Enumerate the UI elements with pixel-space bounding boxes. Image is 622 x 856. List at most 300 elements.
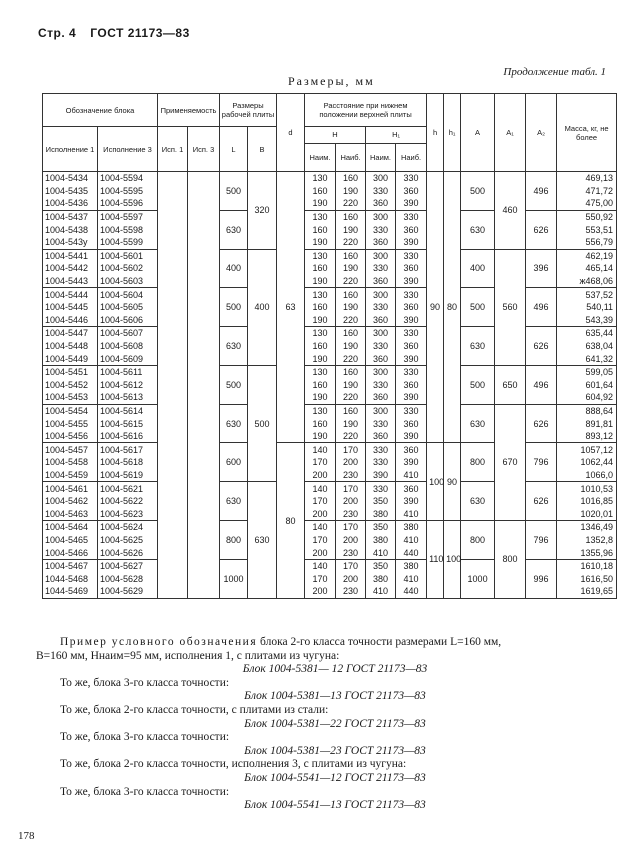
H-max-cell: 190	[336, 262, 366, 275]
exec3-cell: 1004-5595	[98, 185, 158, 198]
mass-cell: 1352,8	[557, 534, 617, 547]
A1-header: A₁	[495, 94, 526, 172]
H1-min-cell: 330	[366, 185, 396, 198]
A-cell: 630	[461, 482, 495, 521]
table-row	[43, 559, 617, 572]
table-row	[43, 521, 617, 534]
H-min-cell: 130	[305, 249, 336, 262]
exec1-cell: 1004-5454	[43, 404, 98, 417]
exec3-cell: 1004-5626	[98, 546, 158, 559]
exec3-cell: 1004-5615	[98, 417, 158, 430]
exec3-cell: 1004-5611	[98, 365, 158, 378]
exec3-cell: 1004-5613	[98, 391, 158, 404]
mass-cell: 543,39	[557, 314, 617, 327]
exec1-cell: 1004-5461	[43, 482, 98, 495]
H1-min-cell: 350	[366, 495, 396, 508]
exec1-cell: 1004-5434	[43, 172, 98, 185]
h-header: h	[427, 94, 444, 172]
H-max-cell: 230	[336, 507, 366, 520]
mass-cell: 475,00	[557, 197, 617, 210]
h1-cell: 100	[444, 521, 461, 599]
H-min-cell: 190	[305, 391, 336, 404]
H1-max-cell: 440	[396, 546, 427, 559]
mass-cell: 537,52	[557, 288, 617, 301]
H1-max-cell: 410	[396, 534, 427, 547]
d-header: d	[277, 94, 305, 172]
exec1-cell: 1044-5468	[43, 572, 98, 585]
H1-max-cell: 330	[396, 210, 427, 223]
L-cell: 630	[220, 210, 248, 249]
app3-cell	[188, 443, 220, 456]
H-min-cell: 130	[305, 210, 336, 223]
A2-cell: 626	[526, 482, 557, 521]
H-max-cell: 160	[336, 365, 366, 378]
app1-cell	[158, 365, 188, 378]
page-label: Стр. 4	[38, 26, 77, 40]
exec3-cell: 1004-5604	[98, 288, 158, 301]
app3-cell	[188, 572, 220, 585]
L-cell: 800	[220, 521, 248, 560]
example-line1: блока 2-го класса точности размерами L=160 мм,	[260, 636, 502, 648]
exec3-cell: 1004-5616	[98, 430, 158, 443]
mass-cell: 540,11	[557, 301, 617, 314]
H-min-cell: 160	[305, 185, 336, 198]
table-caption: Размеры, мм	[288, 74, 375, 88]
A-cell: 800	[461, 521, 495, 560]
L-cell: 630	[220, 482, 248, 521]
mass-cell: 462,19	[557, 249, 617, 262]
app1-cell	[158, 469, 188, 482]
H1-max-cell: 390	[396, 352, 427, 365]
H-max-cell: 190	[336, 301, 366, 314]
H1-min-cell: 380	[366, 507, 396, 520]
exec3-cell: 1004-5629	[98, 585, 158, 598]
A2-cell: 626	[526, 327, 557, 366]
app3-cell	[188, 236, 220, 249]
H1-max-cell: 440	[396, 585, 427, 598]
app1-cell	[158, 340, 188, 353]
A2-header: A₂	[526, 94, 557, 172]
exec1-cell: 1004-5438	[43, 223, 98, 236]
A-cell: 500	[461, 172, 495, 211]
app1-cell	[158, 301, 188, 314]
app1-cell	[158, 559, 188, 572]
H-max-cell: 200	[336, 572, 366, 585]
H-max-cell: 220	[336, 352, 366, 365]
h-cell: 100	[427, 443, 444, 521]
A1-cell: 650	[495, 365, 526, 404]
H1-min-cell: 330	[366, 456, 396, 469]
H-min-cell: 130	[305, 365, 336, 378]
H1-min-cell: 410	[366, 546, 396, 559]
H1-max-cell: 330	[396, 365, 427, 378]
H-min-cell: 200	[305, 546, 336, 559]
mass-cell: 1355,96	[557, 546, 617, 559]
app1-cell	[158, 521, 188, 534]
exec1-cell: 1004-5449	[43, 352, 98, 365]
H-min-cell: 160	[305, 417, 336, 430]
exec3-cell: 1004-5618	[98, 456, 158, 469]
exec1-cell: 1004-5435	[43, 185, 98, 198]
H1-min-cell: 390	[366, 469, 396, 482]
H-header: H	[305, 127, 366, 144]
app1-cell	[158, 379, 188, 392]
app3-cell	[188, 365, 220, 378]
d-cell: 63	[277, 172, 305, 443]
app3-cell	[188, 210, 220, 223]
mass-cell: 601,64	[557, 379, 617, 392]
exec1-cell: 1004-5467	[43, 559, 98, 572]
app3-cell	[188, 314, 220, 327]
H1-max-cell: 360	[396, 417, 427, 430]
H-max-cell: 220	[336, 236, 366, 249]
B-cell: 630	[248, 482, 277, 598]
H-max-cell: 230	[336, 546, 366, 559]
H1-min-header: Наим.	[366, 143, 396, 171]
H1-max-cell: 360	[396, 185, 427, 198]
H1-min-cell: 360	[366, 197, 396, 210]
app3-cell	[188, 534, 220, 547]
exec3-cell: 1004-5598	[98, 223, 158, 236]
mass-cell: 1066,0	[557, 469, 617, 482]
H-min-cell: 140	[305, 521, 336, 534]
app1-cell	[158, 288, 188, 301]
H-max-cell: 220	[336, 275, 366, 288]
app1-cell	[158, 417, 188, 430]
h1-cell: 90	[444, 443, 461, 521]
H1-min-cell: 360	[366, 430, 396, 443]
exec1-cell: 1004-5447	[43, 327, 98, 340]
H1-min-cell: 360	[366, 275, 396, 288]
H-min-cell: 140	[305, 443, 336, 456]
H-min-cell: 190	[305, 236, 336, 249]
example-text-5: То же, блока 2-го класса точности, исполнения 3, с плитами из чугуна:	[60, 758, 407, 771]
A1-cell: 460	[495, 172, 526, 250]
exec1-cell: 1004-5451	[43, 365, 98, 378]
B-cell: 500	[248, 365, 277, 481]
app3-cell	[188, 546, 220, 559]
exec3-cell: 1004-5597	[98, 210, 158, 223]
app1-cell	[158, 585, 188, 598]
app3-cell	[188, 417, 220, 430]
working-dims-header: Размеры рабочей плиты	[220, 94, 277, 127]
A-cell: 800	[461, 443, 495, 482]
mass-cell: 469,13	[557, 172, 617, 185]
table-row	[43, 288, 617, 301]
H-max-cell: 160	[336, 249, 366, 262]
H-max-cell: 170	[336, 559, 366, 572]
exec1-cell: 1004-5444	[43, 288, 98, 301]
distance-header: Расстояние при нижнем положении верхней плиты	[305, 94, 427, 127]
A2-cell: 996	[526, 559, 557, 598]
mass-cell: 1616,50	[557, 572, 617, 585]
app1-cell	[158, 443, 188, 456]
mass-cell: 635,44	[557, 327, 617, 340]
H-max-header: Наиб.	[336, 143, 366, 171]
H1-max-cell: 390	[396, 275, 427, 288]
app3-cell	[188, 185, 220, 198]
app1-cell	[158, 210, 188, 223]
H-max-cell: 200	[336, 456, 366, 469]
H1-min-cell: 350	[366, 559, 396, 572]
H-min-cell: 130	[305, 404, 336, 417]
h1-cell: 80	[444, 172, 461, 443]
table-row	[43, 365, 617, 378]
H-min-cell: 130	[305, 327, 336, 340]
A2-cell: 796	[526, 443, 557, 482]
H-max-cell: 160	[336, 288, 366, 301]
example-text-2: То же, блока 3-го класса точности:	[60, 676, 230, 689]
H-min-cell: 190	[305, 430, 336, 443]
H-max-cell: 170	[336, 443, 366, 456]
A1-cell: 560	[495, 249, 526, 365]
A-cell: 500	[461, 288, 495, 327]
exec1-cell: 1004-5443	[43, 275, 98, 288]
table-row	[43, 210, 617, 223]
exec3-cell: 1004-5621	[98, 482, 158, 495]
app1-cell	[158, 275, 188, 288]
H-max-cell: 190	[336, 223, 366, 236]
H-min-cell: 160	[305, 301, 336, 314]
A2-cell: 396	[526, 249, 557, 288]
H-min-cell: 190	[305, 352, 336, 365]
app1-cell	[158, 495, 188, 508]
H-min-cell: 140	[305, 559, 336, 572]
example-formula-4: Блок 1004-5381—23 ГОСТ 21173—83	[244, 744, 426, 757]
exec1-cell: 1004-5459	[43, 469, 98, 482]
mass-header: Масса, кг, не более	[557, 94, 617, 172]
H-min-cell: 170	[305, 572, 336, 585]
H-max-cell: 190	[336, 379, 366, 392]
H1-min-cell: 330	[366, 443, 396, 456]
mass-cell: 599,05	[557, 365, 617, 378]
A-header: A	[461, 94, 495, 172]
H1-max-cell: 330	[396, 327, 427, 340]
mass-cell: 553,51	[557, 223, 617, 236]
mass-cell: 641,32	[557, 352, 617, 365]
H1-max-cell: 360	[396, 443, 427, 456]
H1-min-cell: 330	[366, 482, 396, 495]
app3-cell	[188, 391, 220, 404]
table-row	[43, 172, 617, 185]
A-cell: 500	[461, 365, 495, 404]
exec3-cell: 1004-5603	[98, 275, 158, 288]
exec3-cell: 1004-5617	[98, 443, 158, 456]
app3-cell	[188, 223, 220, 236]
H1-max-cell: 360	[396, 340, 427, 353]
L-cell: 600	[220, 443, 248, 482]
example-formula-6: Блок 1004-5541—13 ГОСТ 21173—83	[244, 799, 426, 812]
H1-min-cell: 350	[366, 521, 396, 534]
example-formula-2: Блок 1004-5381—13 ГОСТ 21173—83	[244, 690, 426, 703]
L-cell: 500	[220, 365, 248, 404]
H1-max-cell: 410	[396, 507, 427, 520]
H1-min-cell: 360	[366, 391, 396, 404]
A2-cell: 626	[526, 404, 557, 443]
H-min-cell: 190	[305, 197, 336, 210]
d-cell: 80	[277, 443, 305, 598]
exec3-cell: 1004-5622	[98, 495, 158, 508]
A-cell: 1000	[461, 559, 495, 598]
H1-min-cell: 300	[366, 210, 396, 223]
H1-min-cell: 300	[366, 327, 396, 340]
H1-max-cell: 360	[396, 482, 427, 495]
app3-cell	[188, 301, 220, 314]
H1-min-cell: 300	[366, 365, 396, 378]
H-max-cell: 160	[336, 404, 366, 417]
exec1-cell: 1004-5441	[43, 249, 98, 262]
h1-header: h₁	[444, 94, 461, 172]
app1-cell	[158, 456, 188, 469]
app3-cell	[188, 559, 220, 572]
app1-cell	[158, 546, 188, 559]
H1-max-cell: 360	[396, 262, 427, 275]
A2-cell: 496	[526, 172, 557, 211]
app1-cell	[158, 404, 188, 417]
H-min-cell: 200	[305, 585, 336, 598]
mass-cell: 1016,85	[557, 495, 617, 508]
exec3-cell: 1004-5607	[98, 327, 158, 340]
H-min-cell: 200	[305, 469, 336, 482]
H-max-cell: 230	[336, 469, 366, 482]
H1-max-cell: 360	[396, 379, 427, 392]
exec1-cell: 1004-5455	[43, 417, 98, 430]
example-formula-1: Блок 1004-5381— 12 ГОСТ 21173—83	[242, 663, 428, 676]
app1-cell	[158, 172, 188, 185]
exec3-cell: 1004-5608	[98, 340, 158, 353]
H-max-cell: 230	[336, 585, 366, 598]
H1-max-cell: 330	[396, 172, 427, 185]
exec1-cell: 1004-5453	[43, 391, 98, 404]
mass-cell: 888,64	[557, 404, 617, 417]
exec1-cell: 1044-5469	[43, 585, 98, 598]
exec1-cell: 1004-5463	[43, 507, 98, 520]
L-cell: 500	[220, 288, 248, 327]
app1-cell	[158, 262, 188, 275]
app3-cell	[188, 521, 220, 534]
page-header	[38, 26, 190, 40]
mass-cell: ж468,06	[557, 275, 617, 288]
app3-cell	[188, 379, 220, 392]
H1-min-cell: 380	[366, 534, 396, 547]
H1-min-cell: 330	[366, 223, 396, 236]
example-line2: B=160 мм, Hнаим=95 мм, исполнения 1, с плитами из чугуна:	[36, 649, 340, 662]
dimensions-table	[42, 93, 617, 599]
app1-cell	[158, 507, 188, 520]
exec1-cell: 1004-543у	[43, 236, 98, 249]
h-cell: 90	[427, 172, 444, 443]
H1-min-cell: 330	[366, 340, 396, 353]
H-min-cell: 160	[305, 340, 336, 353]
B-header: B	[248, 127, 277, 172]
H-max-cell: 170	[336, 482, 366, 495]
exec3-cell: 1004-5627	[98, 559, 158, 572]
exec3-cell: 1004-5599	[98, 236, 158, 249]
exec3-cell: 1004-5596	[98, 197, 158, 210]
app3-header: Исп. 3	[188, 127, 220, 172]
H1-max-cell: 390	[396, 197, 427, 210]
app3-cell	[188, 495, 220, 508]
app3-cell	[188, 340, 220, 353]
exec1-cell: 1004-5465	[43, 534, 98, 547]
H-max-cell: 200	[336, 534, 366, 547]
A-cell: 630	[461, 327, 495, 366]
continuation-note: Продолжение табл. 1	[503, 66, 606, 78]
H1-min-cell: 380	[366, 572, 396, 585]
exec1-cell: 1004-5448	[43, 340, 98, 353]
H1-max-cell: 360	[396, 301, 427, 314]
H-max-cell: 160	[336, 327, 366, 340]
L-cell: 630	[220, 404, 248, 443]
app1-cell	[158, 236, 188, 249]
exec1-cell: 1004-5466	[43, 546, 98, 559]
H-min-cell: 160	[305, 262, 336, 275]
exec1-cell: 1004-5457	[43, 443, 98, 456]
exec3-cell: 1004-5594	[98, 172, 158, 185]
H1-max-cell: 390	[396, 236, 427, 249]
exec1-header: Исполнение 1	[43, 127, 98, 172]
app3-cell	[188, 469, 220, 482]
mass-cell: 891,81	[557, 417, 617, 430]
exec3-cell: 1004-5619	[98, 469, 158, 482]
H1-max-cell: 390	[396, 430, 427, 443]
H-min-cell: 170	[305, 495, 336, 508]
H1-max-cell: 380	[396, 521, 427, 534]
mass-cell: 893,12	[557, 430, 617, 443]
app3-cell	[188, 172, 220, 185]
applicability-header: Применяемость	[158, 94, 220, 127]
H1-max-cell: 330	[396, 288, 427, 301]
exec1-cell: 1004-5437	[43, 210, 98, 223]
H1-min-cell: 300	[366, 288, 396, 301]
H-min-cell: 160	[305, 223, 336, 236]
designation-header: Обозначение блока	[43, 94, 158, 127]
exec3-cell: 1004-5601	[98, 249, 158, 262]
exec3-cell: 1004-5602	[98, 262, 158, 275]
mass-cell: 1020,01	[557, 507, 617, 520]
h-cell: 110	[427, 521, 444, 599]
example-text-3: То же, блока 2-го класса точности, с плитами из стали:	[60, 703, 329, 716]
H-max-cell: 190	[336, 185, 366, 198]
A2-cell: 496	[526, 365, 557, 404]
mass-cell: 604,92	[557, 391, 617, 404]
A2-cell: 496	[526, 288, 557, 327]
H1-min-cell: 300	[366, 249, 396, 262]
H-max-cell: 170	[336, 521, 366, 534]
H1-min-cell: 300	[366, 404, 396, 417]
H-min-cell: 140	[305, 482, 336, 495]
A-cell: 630	[461, 210, 495, 249]
H1-max-cell: 390	[396, 495, 427, 508]
standard-label: ГОСТ 21173—83	[90, 26, 190, 40]
app1-cell	[158, 197, 188, 210]
exec1-cell: 1004-5464	[43, 521, 98, 534]
H1-min-cell: 330	[366, 417, 396, 430]
mass-cell: 556,79	[557, 236, 617, 249]
A-cell: 400	[461, 249, 495, 288]
exec3-cell: 1004-5606	[98, 314, 158, 327]
H1-max-cell: 390	[396, 456, 427, 469]
mass-cell: 1610,18	[557, 559, 617, 572]
H1-max-cell: 330	[396, 249, 427, 262]
H1-min-cell: 360	[366, 236, 396, 249]
app1-cell	[158, 249, 188, 262]
H-min-cell: 160	[305, 379, 336, 392]
exec1-cell: 1004-5442	[43, 262, 98, 275]
H-min-cell: 190	[305, 275, 336, 288]
app3-cell	[188, 430, 220, 443]
table-row	[43, 443, 617, 456]
